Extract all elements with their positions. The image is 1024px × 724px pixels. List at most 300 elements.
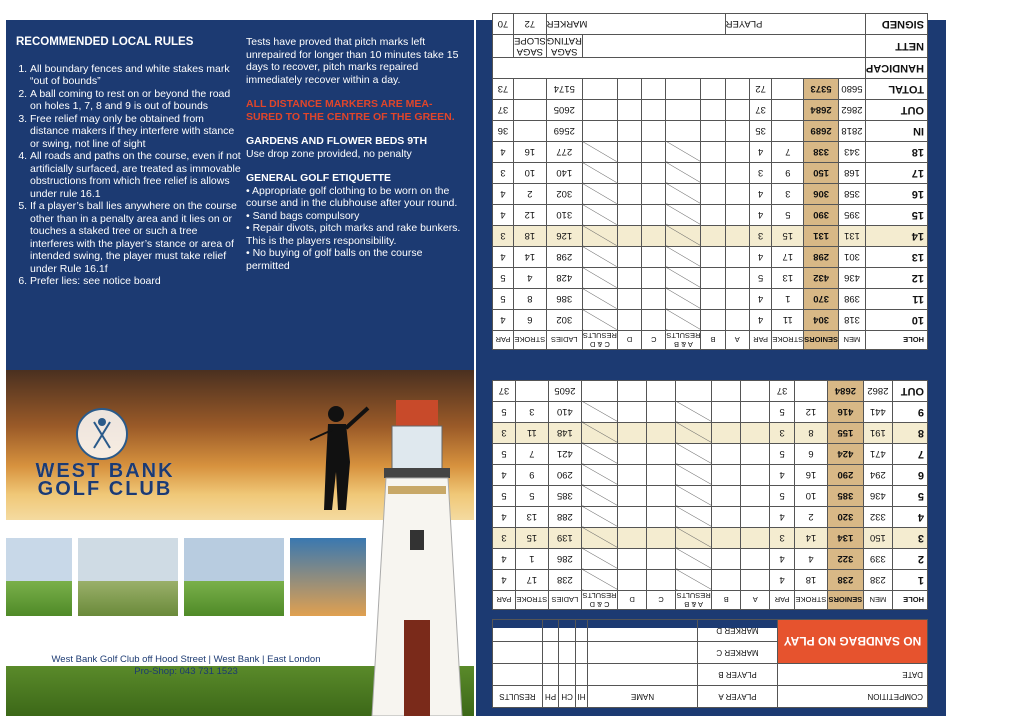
nett-label: NETT	[865, 35, 927, 58]
stroke-index: 3	[772, 184, 804, 205]
ladies-distance: 310	[546, 205, 582, 226]
score-cell-d[interactable]	[618, 465, 647, 486]
par-value: 3	[770, 423, 795, 444]
score-header-row	[493, 331, 928, 350]
cd-result-cell[interactable]	[582, 289, 617, 310]
ladies-distance: 288	[548, 507, 581, 528]
ladies-par-header: PAR	[493, 591, 516, 610]
score-cell-c[interactable]	[647, 549, 676, 570]
hole-row	[493, 549, 928, 570]
results-label: RESULTS	[493, 686, 543, 708]
score-cell-b[interactable]	[701, 310, 725, 331]
seniors-distance: 150	[804, 163, 839, 184]
ladies-distance: 126	[546, 226, 582, 247]
score-cell-b[interactable]	[712, 402, 741, 423]
score-cell-a[interactable]	[725, 247, 749, 268]
ladies-stroke-index: 15	[515, 528, 548, 549]
ladies-par-total: 73	[493, 79, 514, 100]
ladies-par: 5	[493, 289, 514, 310]
nett-field[interactable]	[582, 35, 865, 58]
total-score-cell[interactable]	[666, 121, 701, 142]
score-cell-a[interactable]	[725, 268, 749, 289]
score-cell-b[interactable]	[701, 163, 725, 184]
blank	[514, 79, 547, 100]
ladies-par-header: PAR	[493, 331, 514, 350]
ladies-par: 4	[493, 184, 514, 205]
blank	[772, 79, 804, 100]
score-cell-b[interactable]	[712, 444, 741, 465]
score-cell-c[interactable]	[642, 289, 666, 310]
total-score-cell[interactable]	[647, 381, 676, 402]
men-distance: 339	[863, 549, 892, 570]
etiquette-item: • No buying of golf balls on the course permitted	[246, 247, 466, 272]
score-cell-a[interactable]	[725, 142, 749, 163]
cd-result-cell[interactable]	[582, 247, 617, 268]
seniors-distance: 155	[827, 423, 863, 444]
cd-result-cell[interactable]	[581, 570, 617, 591]
score-cell-b[interactable]	[712, 423, 741, 444]
cd-result-cell[interactable]	[582, 205, 617, 226]
men-header: MEN	[838, 331, 865, 350]
men-distance: 332	[863, 507, 892, 528]
score-cell-b[interactable]	[701, 205, 725, 226]
saga-rating-label: SAGA RATING	[546, 35, 582, 57]
score-cell-a[interactable]	[741, 423, 770, 444]
total-score-cell[interactable]	[642, 79, 666, 100]
men-distance: 191	[863, 423, 892, 444]
ladies-distance: 385	[548, 486, 581, 507]
cd-result-cell[interactable]	[581, 423, 617, 444]
par-total: 37	[749, 100, 772, 121]
score-cell-a[interactable]	[725, 163, 749, 184]
ladies-distance: 386	[546, 289, 582, 310]
ab-result-cell[interactable]	[666, 289, 701, 310]
total-score-cell[interactable]	[582, 79, 617, 100]
score-cell-d[interactable]	[617, 289, 641, 310]
ladies-par-total: 36	[493, 121, 514, 142]
score-cell-a[interactable]	[741, 570, 770, 591]
score-cell-d[interactable]	[618, 549, 647, 570]
score-cell-c[interactable]	[647, 402, 676, 423]
men-distance: 301	[838, 247, 865, 268]
par-value: 4	[749, 247, 772, 268]
seniors-distance: 370	[804, 289, 839, 310]
total-score-cell[interactable]	[712, 381, 741, 402]
handicap-label: HANDICAP	[865, 58, 927, 79]
score-cell-c[interactable]	[642, 142, 666, 163]
score-cell-a[interactable]	[741, 465, 770, 486]
seniors-distance: 390	[804, 205, 839, 226]
score-cell-b[interactable]	[701, 247, 725, 268]
seniors-distance: 238	[827, 570, 863, 591]
blank	[514, 100, 547, 121]
course-photo	[6, 538, 72, 616]
total-score-cell[interactable]	[618, 381, 647, 402]
men-distance: 395	[838, 205, 865, 226]
men-total: 2862	[838, 100, 865, 121]
hole-row	[493, 570, 928, 591]
stroke-index: 7	[772, 142, 804, 163]
rule-item: 6. Prefer lies: see notice board	[30, 275, 241, 288]
total-score-cell[interactable]	[617, 100, 641, 121]
scorecard-panel	[476, 20, 946, 716]
hole-number: 10	[865, 310, 927, 331]
no-sandbag-banner: NO SANDBAG NO PLAY	[778, 620, 928, 664]
score-cell-c[interactable]	[642, 184, 666, 205]
score-cell-c[interactable]	[642, 247, 666, 268]
score-cell-b[interactable]	[701, 184, 725, 205]
total-score-cell[interactable]	[701, 100, 725, 121]
score-cell-a[interactable]	[725, 226, 749, 247]
ab-result-cell[interactable]	[676, 570, 712, 591]
score-cell-c[interactable]	[642, 268, 666, 289]
score-cell-c[interactable]	[647, 507, 676, 528]
score-cell-b[interactable]	[712, 507, 741, 528]
gardens-title: GARDENS AND FLOWER BEDS 9TH	[246, 135, 428, 147]
ab-result-cell[interactable]	[666, 226, 701, 247]
date-label: DATE	[778, 664, 928, 686]
ab-result-cell[interactable]	[666, 247, 701, 268]
proshop-phone: Pro-Shop: 043 731 1523	[134, 666, 238, 677]
ladies-rating: 70	[493, 14, 514, 35]
player-b-header: B	[701, 331, 725, 350]
total-score-cell[interactable]	[582, 100, 617, 121]
ladies-stroke-index: 5	[515, 486, 548, 507]
ladies-stroke-index: 1	[515, 549, 548, 570]
total-score-cell[interactable]	[725, 100, 749, 121]
ab-result-cell[interactable]	[676, 444, 712, 465]
hole-row	[493, 268, 928, 289]
total-row	[493, 121, 928, 142]
cd-result-cell[interactable]	[581, 444, 617, 465]
score-cell-c[interactable]	[642, 310, 666, 331]
player-a-header: A	[741, 591, 770, 610]
blank	[772, 100, 804, 121]
seniors-distance: 385	[827, 486, 863, 507]
par-value: 4	[770, 507, 795, 528]
ladies-stroke-index: 17	[515, 570, 548, 591]
total-score-cell[interactable]	[642, 100, 666, 121]
par-value: 4	[749, 289, 772, 310]
score-cell-b[interactable]	[701, 226, 725, 247]
hole-number: 7	[892, 444, 927, 465]
par-value: 5	[770, 444, 795, 465]
score-cell-a[interactable]	[741, 402, 770, 423]
score-cell-c[interactable]	[642, 205, 666, 226]
stroke-index: 2	[795, 507, 828, 528]
score-cell-d[interactable]	[617, 268, 641, 289]
score-cell-a[interactable]	[725, 184, 749, 205]
cd-result-cell[interactable]	[582, 163, 617, 184]
seniors-distance: 306	[804, 184, 839, 205]
total-label: OUT	[865, 100, 927, 121]
total-score-cell[interactable]	[676, 381, 712, 402]
rule-item: 4. All roads and paths on the course, even if not artificially surfaced, are treated as immovable obstructions from which free relief is allows under rule 16.1	[30, 150, 241, 200]
total-score-cell[interactable]	[617, 79, 641, 100]
seniors-distance: 134	[827, 528, 863, 549]
ladies-par: 4	[493, 310, 514, 331]
cd-result-cell[interactable]	[582, 184, 617, 205]
score-cell-c[interactable]	[647, 528, 676, 549]
blank	[514, 121, 547, 142]
marker-c-label: MARKER C	[698, 642, 778, 664]
score-cell-b[interactable]	[712, 465, 741, 486]
player-b-label: PLAYER B	[698, 664, 778, 686]
golf-clubs-icon	[78, 410, 126, 458]
men-rating: 72	[514, 14, 547, 35]
hole-number: 15	[865, 205, 927, 226]
score-cell-b[interactable]	[701, 289, 725, 310]
ladies-distance: 238	[548, 570, 581, 591]
back-nine-section	[492, 13, 928, 350]
ab-result-cell[interactable]	[666, 184, 701, 205]
ab-result-cell[interactable]	[676, 528, 712, 549]
total-row	[493, 381, 928, 402]
par-value: 5	[749, 268, 772, 289]
score-cell-b[interactable]	[701, 268, 725, 289]
men-distance: 343	[838, 142, 865, 163]
ab-result-cell[interactable]	[676, 486, 712, 507]
score-cell-d[interactable]	[617, 163, 641, 184]
score-cell-c[interactable]	[647, 570, 676, 591]
score-cell-a[interactable]	[725, 310, 749, 331]
cd-results-header: C & D RESULTS	[582, 331, 617, 349]
score-cell-c[interactable]	[647, 486, 676, 507]
ab-result-cell[interactable]	[666, 310, 701, 331]
men-distance: 150	[863, 528, 892, 549]
total-score-cell[interactable]	[666, 79, 701, 100]
score-cell-d[interactable]	[618, 507, 647, 528]
score-cell-a[interactable]	[741, 528, 770, 549]
score-cell-b[interactable]	[712, 528, 741, 549]
total-score-cell[interactable]	[725, 79, 749, 100]
cd-result-cell[interactable]	[581, 507, 617, 528]
ladies-stroke-index: 18	[514, 226, 547, 247]
score-cell-c[interactable]	[647, 423, 676, 444]
par-value: 3	[749, 226, 772, 247]
seniors-distance: 338	[804, 142, 839, 163]
ladies-par-total: 37	[493, 381, 516, 402]
total-score-cell[interactable]	[617, 121, 641, 142]
ladies-par: 5	[493, 444, 516, 465]
stroke-header: STROKE	[772, 331, 804, 350]
pitch-marks-note: Tests have proved that pitch marks left unrepaired for longer than 10 minutes take 15 days to recover, pitch marks repaired immediately recover within a day.	[246, 36, 459, 86]
total-score-cell[interactable]	[581, 381, 617, 402]
nett-row	[493, 35, 928, 58]
score-cell-a[interactable]	[741, 507, 770, 528]
ladies-header: LADIES	[546, 331, 582, 350]
score-cell-c[interactable]	[642, 226, 666, 247]
score-cell-a[interactable]	[741, 549, 770, 570]
total-score-cell[interactable]	[582, 121, 617, 142]
total-score-cell[interactable]	[666, 100, 701, 121]
etiquette-item: • Sand bags compulsory	[246, 210, 466, 223]
hole-number: 5	[892, 486, 927, 507]
player-signature-field[interactable]: PLAYER	[725, 14, 865, 35]
player-b-header: B	[712, 591, 741, 610]
score-cell-d[interactable]	[617, 226, 641, 247]
men-total: 2818	[838, 121, 865, 142]
handicap-field[interactable]	[493, 58, 866, 79]
score-cell-d[interactable]	[617, 310, 641, 331]
score-cell-d[interactable]	[618, 486, 647, 507]
men-distance: 318	[838, 310, 865, 331]
score-cell-b[interactable]	[712, 549, 741, 570]
ab-result-cell[interactable]	[676, 465, 712, 486]
ch-label: CH	[559, 686, 576, 708]
hole-row	[493, 226, 928, 247]
player-a-header: A	[725, 331, 749, 350]
score-cell-a[interactable]	[741, 486, 770, 507]
hole-number: 6	[892, 465, 927, 486]
player-c-header: C	[642, 331, 666, 350]
ladies-stroke-header: STROKE	[515, 591, 548, 610]
cd-result-cell[interactable]	[582, 310, 617, 331]
cd-result-cell[interactable]	[582, 226, 617, 247]
score-cell-d[interactable]	[617, 142, 641, 163]
ladies-par: 4	[493, 205, 514, 226]
total-score-cell[interactable]	[725, 121, 749, 142]
seniors-distance: 131	[804, 226, 839, 247]
ladies-par: 3	[493, 528, 516, 549]
blank	[772, 121, 804, 142]
ladies-total: 2605	[548, 381, 581, 402]
hole-row	[493, 423, 928, 444]
score-cell-a[interactable]	[741, 444, 770, 465]
rule-item: 1. All boundary fences and white stakes mark “out of bounds”	[30, 63, 241, 88]
ab-result-cell[interactable]	[676, 549, 712, 570]
men-total: 5680	[838, 79, 865, 100]
men-distance: 436	[863, 486, 892, 507]
blank	[795, 381, 828, 402]
player-d-header: D	[618, 591, 647, 610]
ladies-par: 4	[493, 247, 514, 268]
score-cell-c[interactable]	[647, 444, 676, 465]
score-cell-a[interactable]	[725, 289, 749, 310]
seniors-total: 2684	[827, 381, 863, 402]
hole-row	[493, 310, 928, 331]
hole-number: 8	[892, 423, 927, 444]
score-cell-c[interactable]	[642, 163, 666, 184]
blank	[515, 381, 548, 402]
score-cell-b[interactable]	[701, 142, 725, 163]
ab-result-cell[interactable]	[676, 507, 712, 528]
score-cell-d[interactable]	[617, 247, 641, 268]
ab-result-cell[interactable]	[666, 142, 701, 163]
par-total: 72	[749, 79, 772, 100]
ab-result-cell[interactable]	[676, 423, 712, 444]
total-score-cell[interactable]	[701, 79, 725, 100]
rule-item: 5. If a player’s ball lies anywhere on the course other than in a penalty area and it lies on or touches a staked tree or such a tree interferes with the player’s stance or area of intended swing, the player must take relief under Rule 16.1f	[30, 200, 241, 275]
score-cell-d[interactable]	[618, 423, 647, 444]
hole-number: 13	[865, 247, 927, 268]
hole-row	[493, 528, 928, 549]
ladies-total: 2605	[546, 100, 582, 121]
ladies-stroke-index: 16	[514, 142, 547, 163]
score-cell-d[interactable]	[617, 205, 641, 226]
seniors-distance: 424	[827, 444, 863, 465]
ladies-stroke-index: 4	[514, 268, 547, 289]
score-cell-b[interactable]	[712, 570, 741, 591]
score-header-row	[493, 591, 928, 610]
stroke-index: 15	[772, 226, 804, 247]
cd-result-cell[interactable]	[581, 402, 617, 423]
total-score-cell[interactable]	[701, 121, 725, 142]
cd-result-cell[interactable]	[581, 528, 617, 549]
marker-signature-field[interactable]: MARKER	[546, 14, 725, 35]
seniors-total: 2684	[804, 100, 839, 121]
par-header: PAR	[770, 591, 795, 610]
ladies-distance: 290	[548, 465, 581, 486]
ladies-header: LADIES	[548, 591, 581, 610]
cd-result-cell[interactable]	[582, 268, 617, 289]
club-address: West Bank Golf Club off Hood Street | West Bank | East London	[51, 654, 321, 665]
cd-result-cell[interactable]	[581, 465, 617, 486]
par-value: 5	[770, 486, 795, 507]
men-distance: 398	[838, 289, 865, 310]
score-cell-d[interactable]	[618, 402, 647, 423]
men-distance: 238	[863, 570, 892, 591]
ladies-par-total: 37	[493, 100, 514, 121]
hole-row	[493, 163, 928, 184]
golfer-sunset-photo	[290, 538, 366, 616]
name-label: NAME	[588, 686, 698, 708]
name-field[interactable]	[588, 664, 698, 686]
club-logo-text: WEST BANK GOLF CLUB	[35, 460, 175, 500]
score-cell-b[interactable]	[712, 486, 741, 507]
cd-result-cell[interactable]	[582, 142, 617, 163]
ladies-par: 4	[493, 142, 514, 163]
men-distance: 471	[863, 444, 892, 465]
ab-result-cell[interactable]	[666, 268, 701, 289]
cd-result-cell[interactable]	[581, 549, 617, 570]
cd-result-cell[interactable]	[581, 486, 617, 507]
score-cell-c[interactable]	[647, 465, 676, 486]
ladies-par: 3	[493, 423, 516, 444]
score-cell-d[interactable]	[618, 444, 647, 465]
total-score-cell[interactable]	[741, 381, 770, 402]
stroke-index: 5	[772, 205, 804, 226]
etiquette-item: • Appropriate golf clothing to be worn on the course and in the clubhouse after your round.	[246, 185, 466, 210]
seniors-distance: 432	[804, 268, 839, 289]
stroke-header: STROKE	[795, 591, 828, 610]
ab-result-cell[interactable]	[666, 163, 701, 184]
ab-result-cell[interactable]	[676, 402, 712, 423]
ladies-distance: 139	[548, 528, 581, 549]
blank	[493, 35, 514, 58]
score-cell-d[interactable]	[618, 570, 647, 591]
local-rules	[16, 36, 241, 288]
men-distance: 441	[863, 402, 892, 423]
player-c-header: C	[647, 591, 676, 610]
men-header: MEN	[863, 591, 892, 610]
score-cell-d[interactable]	[618, 528, 647, 549]
score-cell-a[interactable]	[725, 205, 749, 226]
par-value: 3	[770, 528, 795, 549]
etiquette-item: • Repair divots, pitch marks and rake bunkers. This is the players responsibility.	[246, 222, 466, 247]
score-cell-d[interactable]	[617, 184, 641, 205]
men-distance: 294	[863, 465, 892, 486]
total-score-cell[interactable]	[642, 121, 666, 142]
ladies-stroke-index: 9	[515, 465, 548, 486]
ab-result-cell[interactable]	[666, 205, 701, 226]
ladies-distance: 140	[546, 163, 582, 184]
ladies-par: 4	[493, 549, 516, 570]
hole-number: 3	[892, 528, 927, 549]
hole-row	[493, 289, 928, 310]
hole-number: 16	[865, 184, 927, 205]
gardens-text: Use drop zone provided, no penalty	[246, 147, 412, 160]
